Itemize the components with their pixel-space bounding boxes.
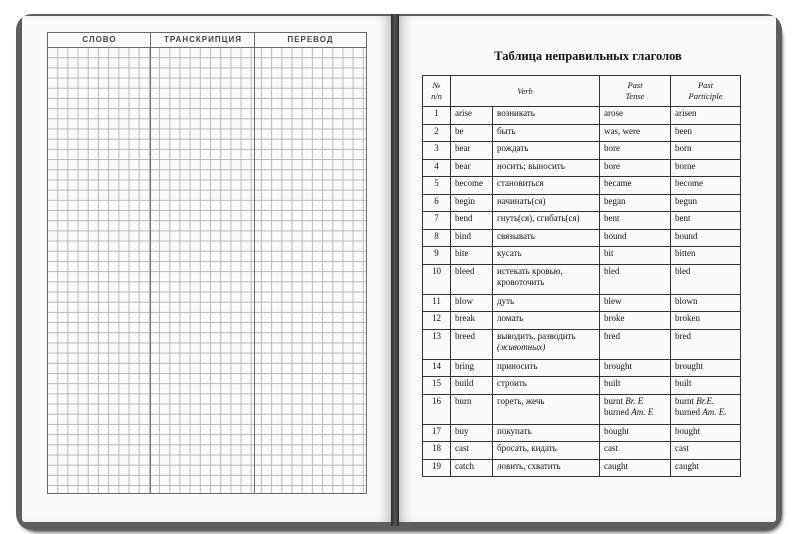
verb-cell	[451, 142, 493, 160]
column-header-word: СЛОВО	[82, 35, 117, 44]
verb-cell	[451, 459, 493, 477]
translation-cell	[493, 212, 600, 230]
translation-cell	[493, 247, 600, 265]
table-row	[423, 359, 741, 377]
past-participle-cell	[671, 229, 741, 247]
row-number: 2	[434, 125, 439, 136]
past-tense: bled	[604, 265, 620, 276]
verb: buy	[455, 425, 469, 436]
row-number: 19	[432, 460, 441, 471]
table-row	[423, 442, 741, 460]
translation: выводить, разводить	[497, 330, 576, 341]
translation-cell	[493, 359, 600, 377]
past-participle-cell	[671, 212, 741, 230]
row-number-cell	[423, 359, 451, 377]
past-tense-cell	[600, 312, 671, 330]
row-number-cell	[423, 212, 451, 230]
verb: breed	[455, 330, 475, 341]
verb-cell	[451, 442, 493, 460]
translation: истекать кровью, кровоточить	[497, 265, 563, 287]
past-tense-line	[604, 407, 666, 418]
past-participle: arisen	[675, 108, 697, 118]
translation-cell	[493, 159, 600, 177]
past-tense: caught	[604, 460, 628, 471]
row-number-cell	[423, 107, 451, 125]
row-number: 4	[434, 160, 439, 171]
past-tense-cell	[600, 194, 671, 212]
verb: cast	[455, 443, 469, 453]
row-number: 3	[434, 143, 439, 153]
verb-cell	[451, 329, 493, 359]
row-number: 14	[432, 360, 441, 371]
row-number: 10	[432, 265, 441, 276]
past-tense: bred	[604, 330, 620, 341]
past-participle-cell	[671, 459, 741, 477]
translation-cell	[493, 107, 600, 125]
past-participle: begun	[675, 195, 697, 206]
vocabulary-grid	[47, 32, 367, 494]
table-row	[423, 377, 741, 395]
header-past-tense-line1: Past	[627, 80, 643, 90]
table-row	[423, 194, 741, 212]
past-participle-line	[675, 396, 736, 407]
past-tense: bent	[604, 213, 620, 223]
past-tense: bit	[604, 248, 614, 258]
verb: bear	[455, 160, 471, 171]
row-number-cell	[423, 247, 451, 265]
column-header-transcription: ТРАНСКРИПЦИЯ	[164, 35, 242, 44]
verb-cell	[451, 229, 493, 247]
verb: burn	[455, 395, 472, 406]
row-number: 12	[432, 313, 441, 323]
translation-cell	[493, 194, 600, 212]
verb-cell	[451, 177, 493, 195]
past-tense-cell	[600, 424, 671, 442]
row-number-cell	[423, 424, 451, 442]
past-participle: burned	[675, 406, 700, 417]
verb-cell	[451, 264, 493, 294]
translation-cell	[493, 394, 600, 424]
verb-cell	[451, 247, 493, 265]
past-tense: brought	[604, 360, 632, 371]
past-tense-cell	[600, 142, 671, 160]
past-participle: become	[675, 178, 703, 188]
verb-cell	[451, 394, 493, 424]
translation: быть	[497, 125, 516, 136]
past-tense: began	[604, 195, 626, 206]
row-number-cell	[423, 159, 451, 177]
header-past-participle-line2: Participle	[688, 91, 723, 101]
row-number-cell	[423, 142, 451, 160]
past-tense: bound	[604, 230, 627, 241]
past-participle-cell	[671, 329, 741, 359]
verb-cell	[451, 107, 493, 125]
translation: приносить	[497, 360, 538, 371]
past-participle: been	[675, 125, 692, 136]
past-participle: bled	[675, 265, 691, 276]
table-row	[423, 424, 741, 442]
header-number-abbr: п/п	[431, 91, 442, 101]
row-number: 5	[434, 178, 439, 188]
verb-cell	[451, 359, 493, 377]
past-tense-cell	[600, 329, 671, 359]
translation: гореть, жечь	[497, 395, 545, 406]
header-past-tense-line2: Tense	[625, 91, 645, 101]
row-number-cell	[423, 377, 451, 395]
past-tense-cell	[600, 359, 671, 377]
translation-cell	[493, 294, 600, 312]
table-body	[423, 107, 741, 477]
verb-cell	[451, 212, 493, 230]
row-number-cell	[423, 394, 451, 424]
verb-cell	[451, 124, 493, 142]
verb-cell	[451, 159, 493, 177]
translation-cell	[493, 229, 600, 247]
table-row	[423, 264, 741, 294]
past-participle-note: Am. E.	[702, 406, 727, 417]
row-number: 13	[432, 330, 441, 341]
translation-cell	[493, 124, 600, 142]
row-number: 15	[432, 378, 441, 388]
row-number: 18	[432, 443, 441, 453]
header-verb: Verb	[451, 76, 600, 107]
translation-cell	[493, 459, 600, 477]
table-row	[423, 212, 741, 230]
past-tense: bought	[604, 425, 630, 436]
table-row	[423, 394, 741, 424]
past-participle: burnt	[675, 395, 694, 406]
past-participle: bitten	[675, 248, 696, 258]
verb: build	[455, 378, 474, 388]
verb: bend	[455, 213, 473, 223]
past-tense: was, were	[604, 125, 640, 136]
translation-note: (животных)	[497, 341, 546, 352]
header-past-participle	[671, 76, 741, 107]
row-number: 6	[434, 195, 439, 206]
translation: строить	[497, 378, 527, 388]
irregular-verbs-table	[422, 75, 741, 477]
table-row	[423, 247, 741, 265]
past-tense-cell	[600, 229, 671, 247]
verb: begin	[455, 195, 475, 206]
table-row	[423, 177, 741, 195]
translation: дуть	[497, 295, 515, 306]
past-tense-note: Br. E	[625, 395, 644, 406]
header-past-participle-line1: Past	[697, 80, 714, 90]
table-row	[423, 107, 741, 125]
past-participle: bound	[675, 230, 698, 241]
past-tense-cell	[600, 459, 671, 477]
page-title: Таблица неправильных глаголов	[494, 49, 682, 63]
column-divider	[254, 33, 255, 493]
table-row	[423, 229, 741, 247]
verb: blow	[455, 295, 473, 306]
translation: гнуть(ся), сгибать(ся)	[497, 213, 580, 223]
translation-cell	[493, 442, 600, 460]
past-tense-cell	[600, 159, 671, 177]
row-number: 1	[434, 108, 439, 118]
past-participle: born	[675, 143, 692, 153]
row-number-cell	[423, 459, 451, 477]
table-row	[423, 312, 741, 330]
past-tense-note: Am. E	[631, 406, 654, 417]
header-past-tense	[600, 76, 671, 107]
translation-cell	[493, 142, 600, 160]
past-participle-cell	[671, 312, 741, 330]
verb-cell	[451, 424, 493, 442]
past-participle-cell	[671, 177, 741, 195]
table-header-row	[423, 76, 741, 107]
verb: be	[455, 125, 464, 136]
translation: носить; выносить	[497, 160, 565, 171]
past-participle-cell	[671, 124, 741, 142]
translation: бросать, кидать	[497, 443, 557, 453]
translation: начинать(ся)	[497, 195, 546, 206]
verb: bind	[455, 230, 472, 241]
row-number-cell	[423, 442, 451, 460]
past-participle-note: Br.E.	[696, 395, 715, 406]
verb: arise	[455, 108, 472, 118]
past-participle: caught	[675, 460, 699, 471]
translation: становиться	[497, 178, 544, 188]
past-tense-cell	[600, 177, 671, 195]
past-participle: bought	[675, 425, 701, 436]
row-number: 9	[434, 248, 439, 258]
verb: bleed	[455, 265, 475, 276]
past-participle: broken	[675, 313, 700, 323]
verb: become	[455, 178, 483, 188]
past-tense: broke	[604, 313, 625, 323]
row-number-cell	[423, 194, 451, 212]
past-tense-cell	[600, 294, 671, 312]
table-row	[423, 142, 741, 160]
row-number-cell	[423, 312, 451, 330]
past-participle-cell	[671, 394, 741, 424]
column-divider	[150, 33, 151, 493]
past-tense-cell	[600, 377, 671, 395]
table-row	[423, 459, 741, 477]
translation: ломать	[497, 313, 524, 323]
past-participle: built	[675, 378, 692, 388]
row-number-cell	[423, 264, 451, 294]
translation: кусать	[497, 248, 522, 258]
past-tense-cell	[600, 212, 671, 230]
verb-cell	[451, 294, 493, 312]
past-participle-cell	[671, 194, 741, 212]
past-tense: became	[604, 178, 632, 188]
past-participle-cell	[671, 142, 741, 160]
translation-cell	[493, 264, 600, 294]
past-participle-cell	[671, 377, 741, 395]
past-participle-cell	[671, 442, 741, 460]
past-participle-line	[675, 407, 736, 418]
verb: catch	[455, 460, 474, 471]
table-row	[423, 294, 741, 312]
past-tense-cell	[600, 247, 671, 265]
translation: ловить, схватить	[497, 460, 561, 471]
table-row	[423, 329, 741, 359]
row-number-cell	[423, 294, 451, 312]
past-participle-cell	[671, 359, 741, 377]
translation-cell	[493, 329, 600, 359]
past-tense: burnt	[604, 395, 623, 406]
past-tense-line	[604, 396, 666, 407]
notebook-spine	[391, 14, 399, 526]
past-participle: bred	[675, 330, 691, 341]
row-number: 16	[432, 395, 441, 406]
past-tense-cell	[600, 394, 671, 424]
past-participle-cell	[671, 107, 741, 125]
translation: возникать	[497, 108, 535, 118]
translation: связывать	[497, 230, 535, 241]
translation-cell	[493, 424, 600, 442]
past-tense: bore	[604, 160, 620, 171]
verb: bear	[455, 143, 471, 153]
past-tense: bore	[604, 143, 620, 153]
past-participle-cell	[671, 247, 741, 265]
past-tense-cell	[600, 124, 671, 142]
past-tense: blew	[604, 295, 622, 306]
verb: bite	[455, 248, 469, 258]
row-number: 7	[434, 213, 439, 223]
translation: покупать	[497, 425, 532, 436]
past-participle-cell	[671, 264, 741, 294]
header-number-symbol: №	[432, 80, 441, 90]
past-tense-cell	[600, 442, 671, 460]
past-participle-cell	[671, 294, 741, 312]
past-participle: borne	[675, 160, 696, 171]
row-number-cell	[423, 229, 451, 247]
past-participle: bent	[675, 213, 691, 223]
past-tense: built	[604, 378, 621, 388]
translation-cell	[493, 177, 600, 195]
column-header-translation: ПЕРЕВОД	[287, 35, 334, 44]
header-number	[423, 76, 451, 107]
translation: рождать	[497, 143, 529, 153]
row-number: 17	[432, 425, 441, 436]
translation-cell	[493, 312, 600, 330]
row-number-cell	[423, 329, 451, 359]
past-tense: burned	[604, 406, 629, 417]
vocabulary-grid-header	[48, 33, 366, 48]
row-number-cell	[423, 124, 451, 142]
row-number: 8	[434, 230, 439, 241]
past-participle-cell	[671, 424, 741, 442]
past-tense-cell	[600, 107, 671, 125]
row-number: 11	[432, 295, 441, 306]
verb: bring	[455, 360, 474, 371]
past-tense: arose	[604, 108, 623, 118]
verb: break	[455, 313, 475, 323]
past-participle: blown	[675, 295, 698, 306]
row-number-cell	[423, 177, 451, 195]
verb-cell	[451, 312, 493, 330]
table-row	[423, 159, 741, 177]
past-participle: brought	[675, 360, 703, 371]
past-tense-cell	[600, 264, 671, 294]
translation-cell	[493, 377, 600, 395]
past-participle-cell	[671, 159, 741, 177]
verb-cell	[451, 377, 493, 395]
table-row	[423, 124, 741, 142]
past-tense: cast	[604, 443, 618, 453]
verb-cell	[451, 194, 493, 212]
past-participle: cast	[675, 443, 689, 453]
